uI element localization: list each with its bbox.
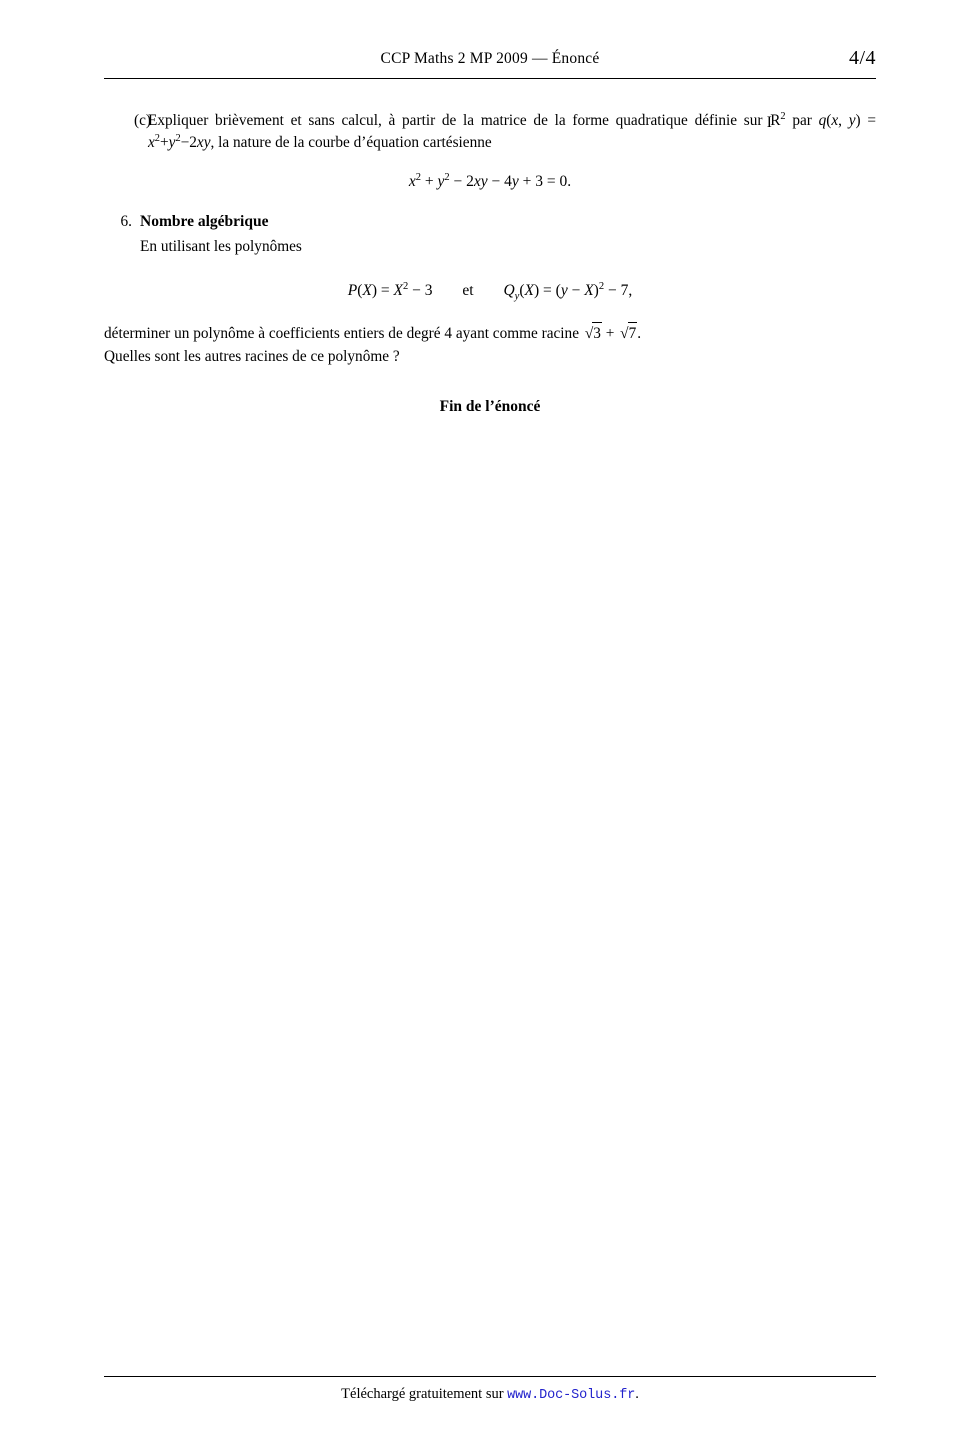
item-6-paragraph-1: déterminer un polynôme à coefficients entiers de degré 4 ayant comme racine √3 + √7.	[104, 322, 876, 345]
item-c-line2-suffix: , la nature de la courbe d’équation cartésienne	[210, 133, 492, 151]
real-numbers-symbol: I R	[769, 112, 780, 129]
item-c-line2-prefix: définie sur	[694, 112, 770, 129]
header-page-number: 4/4	[848, 47, 876, 69]
item-6-paragraph-1-text: déterminer un polynôme à coefficients entiers de degré 4 ayant comme racine	[104, 325, 579, 343]
polynomial-conjunction: et	[462, 282, 474, 300]
item-c-body: Expliquer brièvement et sans calcul, à partir de la matrice de la forme quadratique définie sur I $R^2$ par q(x, $y) = x^2+y^2-2xy$, la nature de la courbe d’équation cartésienne	[148, 110, 876, 153]
page-footer	[104, 1386, 876, 1403]
item-6-title: Nombre algébrique	[140, 213, 269, 231]
item-c-par: par	[785, 112, 819, 129]
item-6-marker: 6.	[120, 213, 132, 231]
item-c-marker: (c)	[134, 112, 151, 129]
real-numbers-exponent: 2	[780, 110, 786, 122]
sqrt-3: √3	[583, 322, 602, 345]
conic-equation: $x^2 + y^2 - 2xy - 4y + 3 = 0$.	[408, 172, 572, 191]
header-title: CCP Maths 2 MP 2009 — Énoncé	[380, 50, 600, 67]
quadratic-form-expr: q	[818, 112, 827, 129]
document-content	[104, 100, 876, 418]
item-6-paragraph-2: Quelles sont les autres racines de ce polynôme ?	[104, 347, 400, 365]
footer-text-before: Téléchargé gratuitement sur	[341, 1386, 504, 1402]
footer-text-after: .	[635, 1386, 639, 1402]
footer-link[interactable]: www.Doc-Solus.fr	[507, 1388, 636, 1403]
item-c-line1: Expliquer brièvement et sans calcul, à partir de la matrice de la forme quadratique	[148, 112, 688, 129]
sqrt-7: √7	[618, 322, 637, 345]
page-header	[104, 47, 876, 69]
polynomial-definitions: $P(X) = X^2 - 3$ et $Q_y(X) = (y - X)^2 - 7$,	[347, 281, 633, 303]
item-6-subtitle: En utilisant les polynômes	[140, 238, 302, 256]
item-6-body	[140, 211, 876, 258]
header-divider	[104, 78, 876, 79]
question-item-6	[104, 211, 876, 258]
end-of-statement: Fin de l’énoncé	[439, 397, 541, 415]
footer-divider	[104, 1376, 876, 1377]
question-item-c	[104, 110, 876, 153]
